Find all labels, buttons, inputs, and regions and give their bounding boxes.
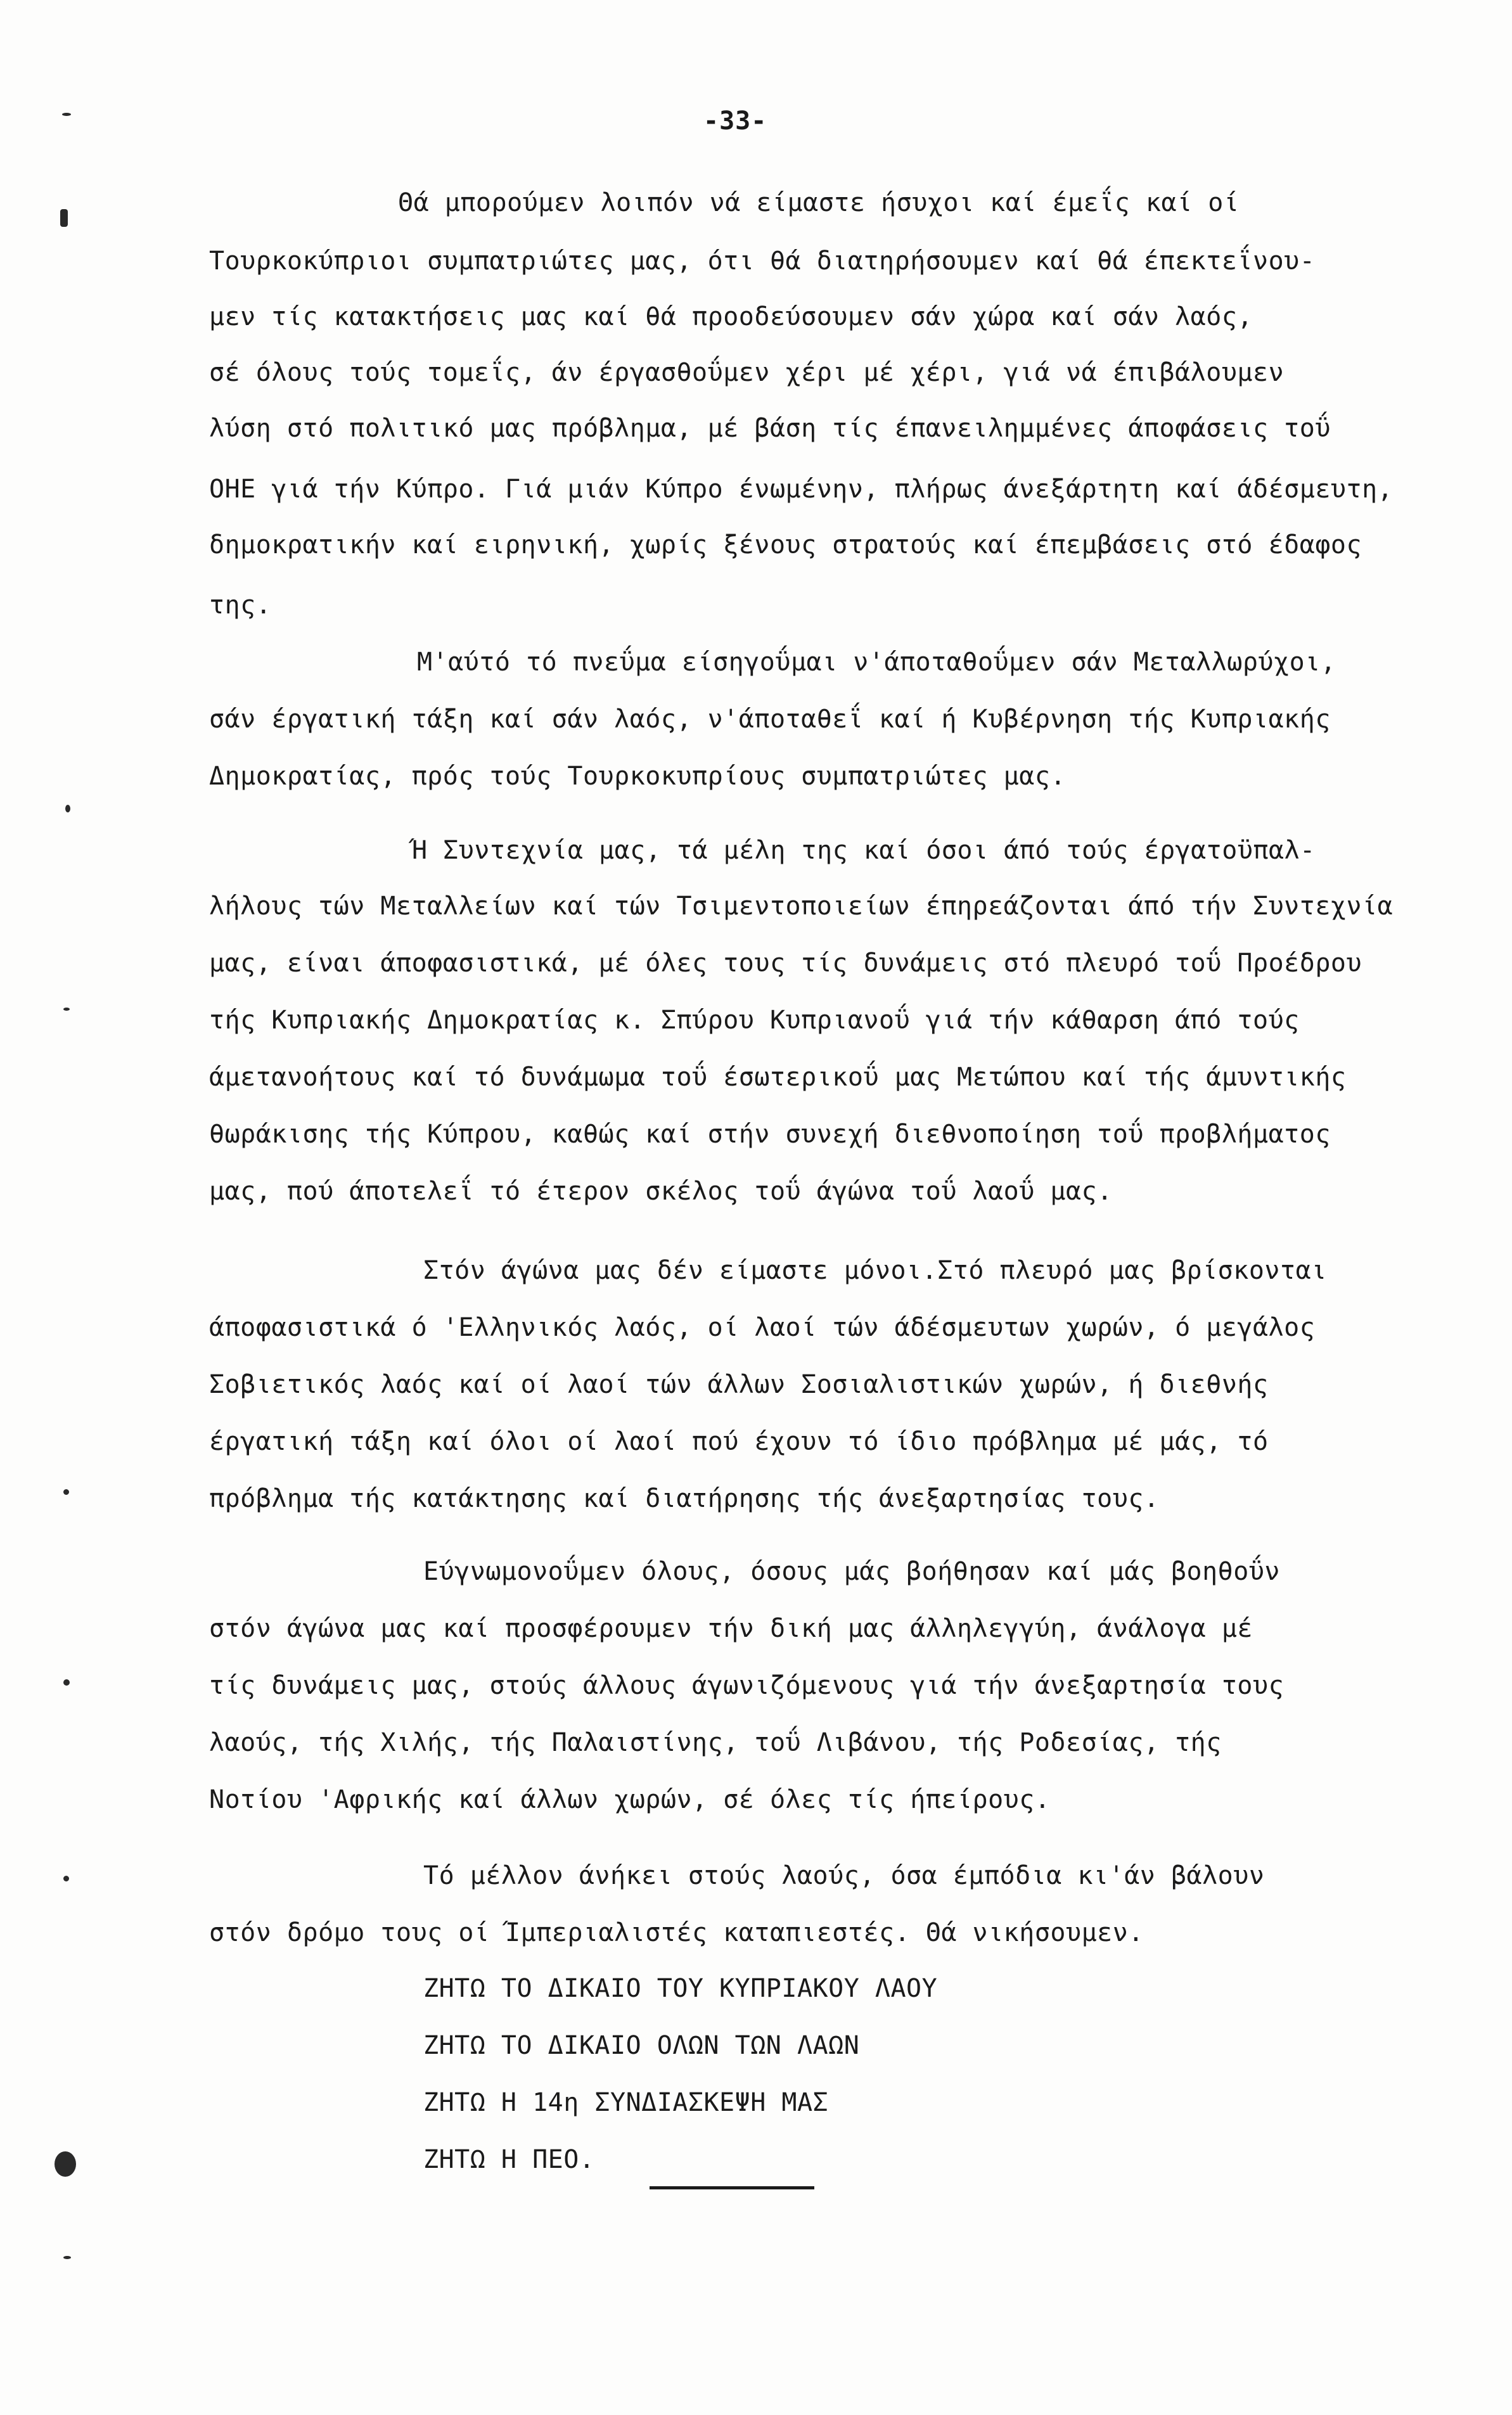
scan-mark <box>63 1679 70 1686</box>
page-number: -33- <box>703 106 767 136</box>
text-line: της. <box>209 591 272 620</box>
slogan-line: ΖΗΤΩ ΤΟ ΔΙΚΑΙΟ ΤΟΥ ΚΥΠΡΙΑΚΟΥ ΛΑΟΥ <box>423 1974 938 2003</box>
closing-rule <box>650 2186 814 2189</box>
scan-mark <box>65 805 70 812</box>
text-line: στόν άγώνα μας καί προσφέρουμεν τήν δική μας άλληλεγγύη, άνάλογα μέ <box>209 1614 1253 1643</box>
text-line: πρόβλημα τής κατάκτησης καί διατήρησης τής άνεξαρτησίας τους. <box>209 1484 1160 1513</box>
text-line: ΟΗΕ γιά τήν Κύπρο. Γιά μιάν Κύπρο ένωμένην, πλήρως άνεξάρτητη καί άδέσμευτη, <box>209 475 1393 504</box>
text-line: Τουρκοκύπριοι συμπατριώτες μας, ότι θά διατηρήσουμεν καί θά έπεκτεΐνου- <box>209 247 1316 276</box>
text-line: μας, πού άποτελεΐ τό έτερον σκέλος τοΰ άγώνα τοΰ λαοΰ μας. <box>209 1177 1113 1206</box>
scan-mark <box>63 2256 71 2259</box>
slogan-line: ΖΗΤΩ Η ΠΕΟ. <box>423 2145 595 2174</box>
text-line: Εύγνωμονοΰμεν όλους, όσους μάς βοήθησαν καί μάς βοηθοΰν <box>423 1557 1281 1586</box>
scan-mark <box>63 1876 69 1881</box>
text-line: άποφασιστικά ό 'Ελληνικός λαός, οί λαοί τών άδέσμευτων χωρών, ό μεγάλος <box>209 1313 1316 1342</box>
text-line: τής Κυπριακής Δημοκρατίας κ. Σπύρου Κυπριανοΰ γιά τήν κάθαρση άπό τούς <box>209 1006 1300 1035</box>
text-line: Μ'αύτό τό πνεΰμα είσηγοΰμαι ν'άποταθοΰμεν σάν Μεταλλωρύχοι, <box>417 648 1336 677</box>
text-line: λαούς, τής Χιλής, τής Παλαιστίνης, τοΰ Λιβάνου, τής Ροδεσίας, τής <box>209 1728 1222 1757</box>
slogan-line: ΖΗΤΩ Η 14η ΣΥΝΔΙΑΣΚΕΨΗ ΜΑΣ <box>423 2088 829 2117</box>
text-line: έργατική τάξη καί όλοι οί λαοί πού έχουν τό ίδιο πρόβλημα μέ μάς, τό <box>209 1427 1269 1456</box>
scan-mark <box>60 209 68 227</box>
slogan-line: ΖΗΤΩ ΤΟ ΔΙΚΑΙΟ ΟΛΩΝ ΤΩΝ ΛΑΩΝ <box>423 2031 860 2060</box>
text-line: τίς δυνάμεις μας, στούς άλλους άγωνιζόμενους γιά τήν άνεξαρτησία τους <box>209 1671 1285 1700</box>
text-line: Θά μπορούμεν λοιπόν νά είμαστε ήσυχοι καί έμεΐς καί οί <box>398 188 1240 217</box>
text-line: δημοκρατικήν καί ειρηνική, χωρίς ξένους στρατούς καί έπεμβάσεις στό έδαφος <box>209 530 1362 560</box>
scan-mark <box>63 1489 69 1495</box>
text-line: Ή Συντεχνία μας, τά μέλη της καί όσοι άπό τούς έργατοϋπαλ- <box>412 836 1316 865</box>
text-line: μεν τίς κατακτήσεις μας καί θά προοδεύσουμεν σάν χώρα καί σάν λαός, <box>209 302 1253 331</box>
scan-mark <box>54 2151 76 2177</box>
text-line: λήλους τών Μεταλλείων καί τών Τσιμεντοποιείων έπηρεάζονται άπό τήν Συντεχνία <box>209 892 1393 921</box>
text-line: Στόν άγώνα μας δέν είμαστε μόνοι.Στό πλευρό μας βρίσκονται <box>423 1256 1327 1285</box>
text-line: λύση στό πολιτικό μας πρόβλημα, μέ βάση τίς έπανειλημμένες άποφάσεις τοΰ <box>209 414 1331 443</box>
text-line: Νοτίου 'Αφρικής καί άλλων χωρών, σέ όλες τίς ήπείρους. <box>209 1785 1051 1814</box>
text-line: Τό μέλλον άνήκει στούς λαούς, όσα έμπόδια κι'άν βάλουν <box>423 1861 1265 1890</box>
text-line: θωράκισης τής Κύπρου, καθώς καί στήν συνεχή διεθνοποίηση τοΰ προβλήματος <box>209 1120 1331 1149</box>
text-line: άμετανοήτους καί τό δυνάμωμα τοΰ έσωτερικοΰ μας Μετώπου καί τής άμυντικής <box>209 1063 1347 1092</box>
scan-mark <box>63 1008 70 1011</box>
text-line: Δημοκρατίας, πρός τούς Τουρκοκυπρίους συμπατριώτες μας. <box>209 762 1067 791</box>
text-line: στόν δρόμο τους οί Ίμπεριαλιστές καταπιεστές. Θά νικήσουμεν. <box>209 1918 1144 1947</box>
text-line: σάν έργατική τάξη καί σάν λαός, ν'άποταθεΐ καί ή Κυβέρνηση τής Κυπριακής <box>209 705 1331 734</box>
text-line: σέ όλους τούς τομεΐς, άν έργασθοΰμεν χέρι μέ χέρι, γιά νά έπιβάλουμεν <box>209 358 1285 387</box>
scan-mark <box>62 113 71 116</box>
text-line: μας, είναι άποφασιστικά, μέ όλες τους τίς δυνάμεις στό πλευρό τοΰ Προέδρου <box>209 949 1362 978</box>
text-line: Σοβιετικός λαός καί οί λαοί τών άλλων Σοσιαλιστικών χωρών, ή διεθνής <box>209 1370 1269 1399</box>
